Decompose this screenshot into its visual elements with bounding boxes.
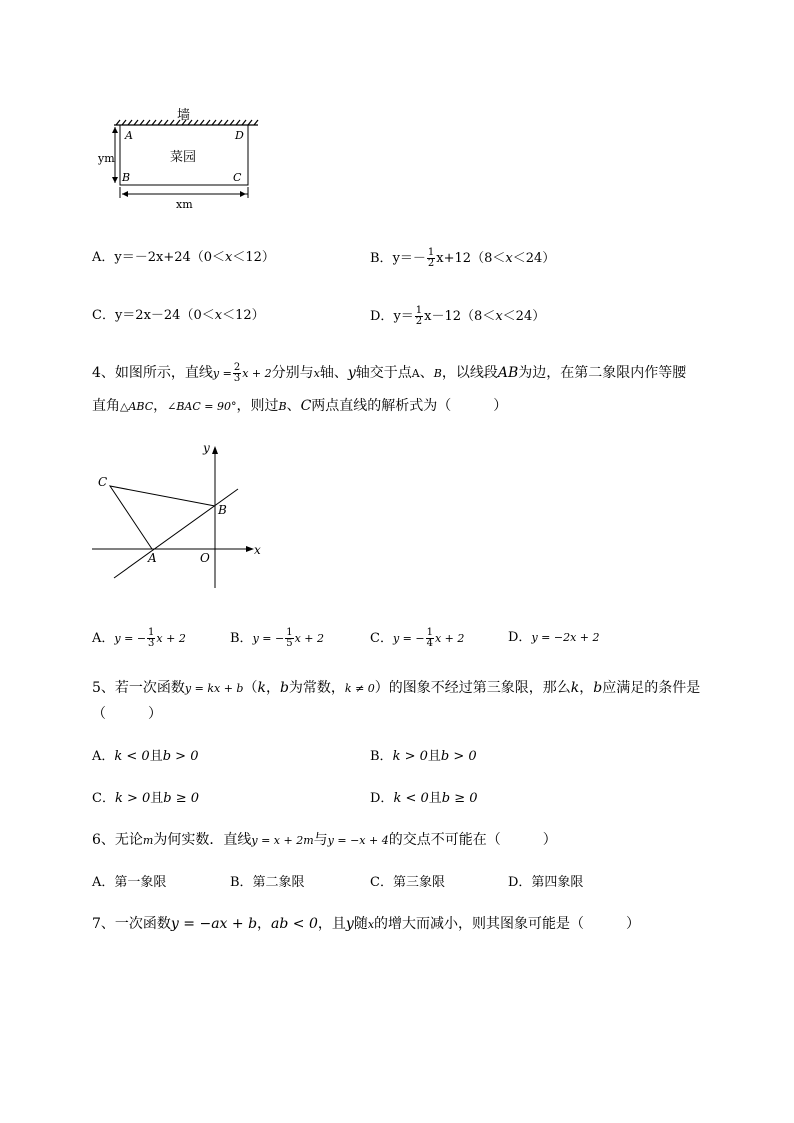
y-axis-label: y: [203, 441, 210, 455]
q6-stem: 6、无论m为何实数．直线y = x + 2m与y = −x + 4的交点不可能在（ ）: [92, 832, 557, 848]
q5-option-c[interactable]: C．k > 0且b ≥ 0: [92, 791, 200, 806]
x-dimension-label: xm: [176, 198, 193, 211]
q7-stem: 7、一次函数y = −ax + b，ab < 0，且y随x的增大而减小，则其图象可能是（ ）: [92, 916, 641, 932]
q4-coordinate-figure: [88, 438, 278, 593]
garden-label: 菜园: [170, 150, 197, 165]
fraction: $\frac{1}{2}$: [427, 247, 435, 269]
q6-option-c[interactable]: C．第三象限: [370, 875, 445, 890]
q3-option-d[interactable]: D．y＝ $\frac{1}{2}$ x－12（8＜x＜24）: [370, 305, 546, 327]
garden-figure: [100, 105, 270, 215]
q3-option-c[interactable]: C．y＝2x－24（0＜x＜12）: [92, 308, 265, 323]
q5-stem-line1: 5、若一次函数y = kx + b（k，b为常数，k ≠ 0）的图象不经过第三象限，那么k，b应满足的条件是: [92, 680, 701, 696]
q4-option-b[interactable]: B．y = − $\frac{1}{5}$ x + 2: [230, 627, 325, 649]
y-dimension-label: ym: [98, 152, 115, 165]
point-b-label: B: [218, 503, 227, 517]
q4-stem-line1: 4、如图所示，直线y = $\frac{2}{3}$ x + 2分别与x轴、y轴交于点A、B，以线段AB为边，在第二象限内作等腰: [92, 361, 687, 384]
origin-label: O: [200, 551, 210, 565]
corner-c-label: C: [233, 171, 242, 184]
q4-option-a[interactable]: A．y = − $\frac{1}{3}$ x + 2: [92, 627, 186, 649]
q6-option-a[interactable]: A．第一象限: [92, 875, 167, 890]
corner-b-label: B: [122, 171, 131, 184]
corner-d-label: D: [235, 129, 244, 142]
q5-option-b[interactable]: B．k > 0且b > 0: [370, 749, 477, 764]
point-a-label: A: [148, 551, 157, 565]
q5-option-a[interactable]: A．k < 0且b > 0: [92, 749, 199, 764]
q5-option-d[interactable]: D．k < 0且b ≥ 0: [370, 791, 478, 806]
wall-label: 墙: [177, 108, 191, 123]
q4-option-c[interactable]: C．y = − $\frac{1}{4}$ x + 2: [370, 627, 465, 649]
triangle-abc: [110, 486, 215, 549]
q3-option-b[interactable]: B．y＝－ $\frac{1}{2}$ x+12（8＜x＜24）: [370, 247, 556, 269]
fraction: $\frac{1}{2}$: [415, 305, 423, 327]
point-c-label: C: [98, 475, 108, 489]
x-axis-label: x: [254, 543, 261, 557]
q3-option-a[interactable]: A．y＝－2x+24（0＜x＜12）: [92, 250, 275, 265]
corner-a-label: A: [125, 129, 133, 142]
q6-option-b[interactable]: B．第二象限: [230, 875, 305, 890]
q6-option-d[interactable]: D．第四象限: [508, 875, 584, 890]
q4-option-d[interactable]: D．y = −2x + 2: [508, 630, 600, 645]
q5-stem-line2: （ ）: [92, 706, 162, 722]
q4-stem-line2: 直角△ABC，∠BAC = 90°，则过B、C两点直线的解析式为（ ）: [92, 398, 508, 414]
